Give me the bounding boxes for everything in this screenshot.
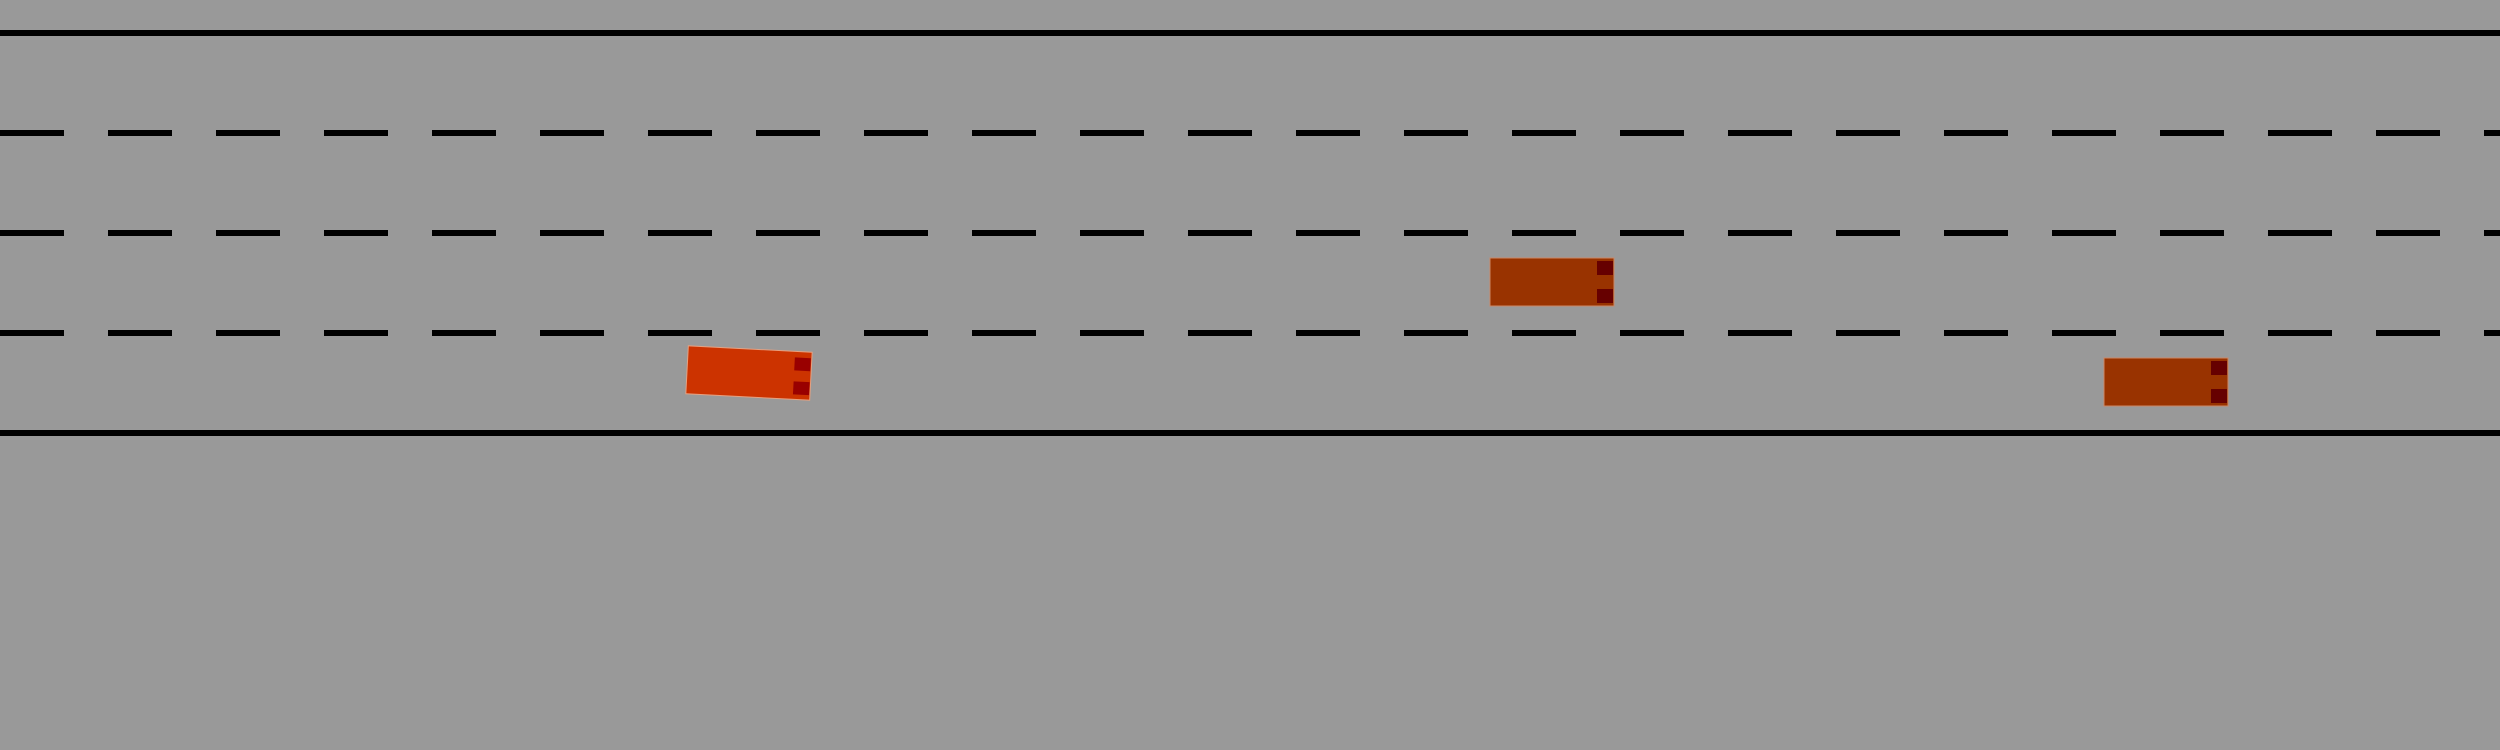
ego-vehicle-light-bottom (793, 381, 810, 395)
traffic-vehicle-light-top (1597, 261, 1613, 275)
ego-vehicle (686, 346, 812, 400)
traffic-vehicle-body (2104, 358, 2228, 406)
traffic-vehicle-light-bottom (2211, 389, 2227, 403)
traffic-vehicle-body (1490, 258, 1614, 306)
traffic-vehicle-light-top (2211, 361, 2227, 375)
traffic-vehicle (2104, 358, 2228, 406)
ego-vehicle-light-top (794, 357, 811, 371)
traffic-vehicle (1490, 258, 1614, 306)
traffic-vehicle-light-bottom (1597, 289, 1613, 303)
